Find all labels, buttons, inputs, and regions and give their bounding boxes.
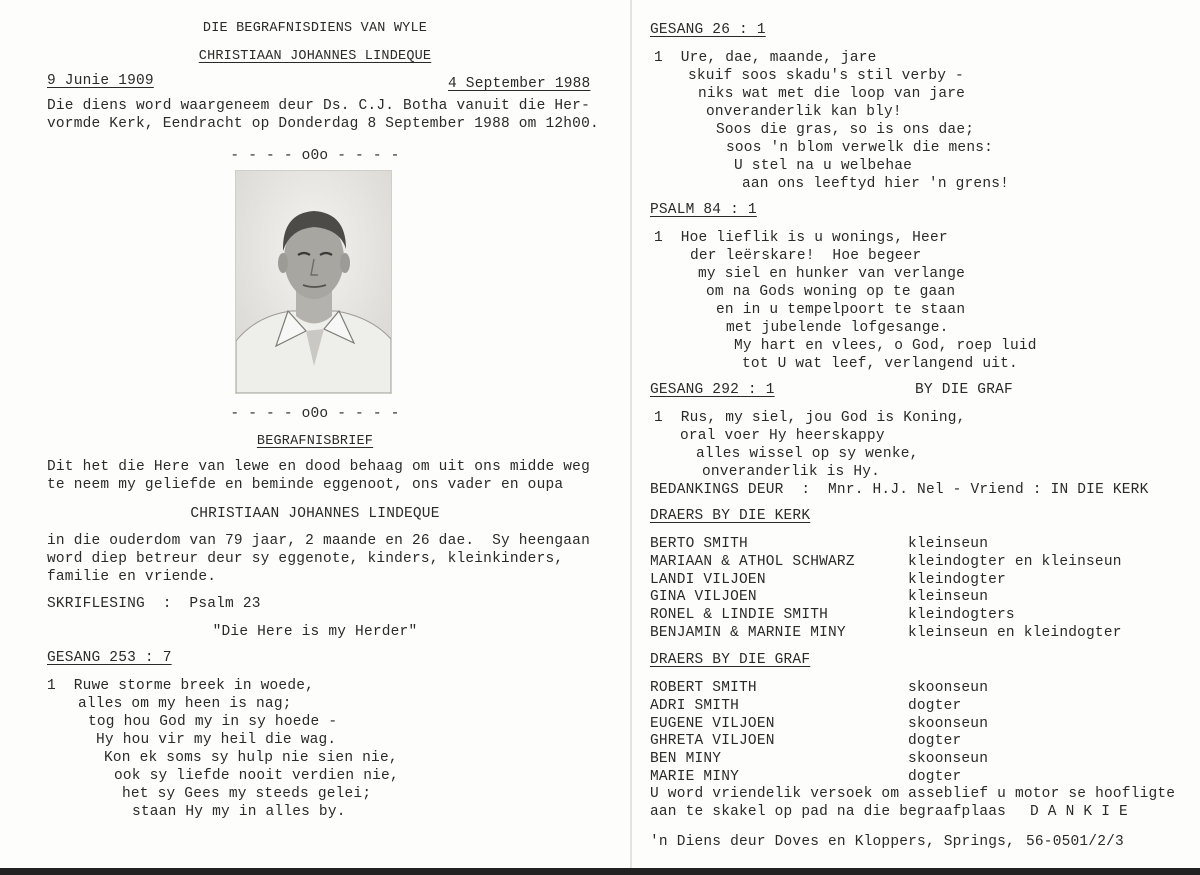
hymn-26-heading: GESANG 26 : 1 — [650, 22, 766, 38]
birth-date: 9 Junie 1909 — [47, 73, 154, 89]
bearer-relation: kleindogters — [908, 607, 1015, 624]
hymn-26-line-2: skuif soos skadu's stil verby - — [688, 68, 964, 84]
bearer-name: ADRI SMITH — [650, 697, 740, 714]
service-line-1: Die diens word waargeneem deur Ds. C.J. Botha vanuit die Her- — [47, 98, 590, 114]
bearer-relation: dogter — [908, 769, 962, 785]
bearer-name: EUGENE VILJOEN — [650, 715, 775, 732]
hymn-253-line-7: het sy Gees my steeds gelei; — [122, 786, 372, 802]
hymn-253-line-5: Kon ek soms sy hulp nie sien nie, — [104, 750, 398, 766]
bearers-church-heading: DRAERS BY DIE KERK — [650, 508, 811, 524]
request-line-1: U word vriendelik versoek om asseblief u motor se hoofligte — [650, 786, 1176, 802]
hymn-253-heading: GESANG 253 : 7 — [47, 650, 172, 666]
bearer-name: GHRETA VILJOEN — [650, 733, 775, 750]
psalm-84-line-3: my siel en hunker van verlange — [698, 266, 966, 282]
thanks-word: D A N K I E — [1030, 804, 1128, 820]
hymn-253-line-1: 1 Ruwe storme breek in woede, — [47, 678, 315, 694]
age-line-1: in die ouderdom van 79 jaar, 2 maande en 26 dae. Sy heengaan — [47, 533, 590, 549]
bearers-grave-heading: DRAERS BY DIE GRAF — [650, 652, 811, 668]
right-page — [630, 0, 1200, 875]
bearer-name: ROBERT SMITH — [650, 680, 757, 696]
hymn-253-line-8: staan Hy my in alles by. — [132, 804, 346, 820]
request-line-2: aan te skakel op pad na die begraafplaas — [650, 804, 1007, 820]
hymn-292-line-1: 1 Rus, my siel, jou God is Koning, — [654, 410, 966, 426]
age-line-3: familie en vriende. — [47, 569, 217, 585]
bearer-relation: skoonseun — [908, 680, 989, 696]
bearer-name: MARIAAN & ATHOL SCHWARZ — [650, 553, 855, 570]
psalm-84-line-1: 1 Hoe lieflik is u wonings, Heer — [654, 230, 948, 246]
service-title: DIE BEGRAFNISDIENS VAN WYLE — [202, 21, 428, 36]
bearer-name: RONEL & LINDIE SMITH — [650, 607, 829, 624]
bearer-relation: kleindogter en kleinseun — [908, 553, 1122, 570]
funeral-letter-heading: BEGRAFNISBRIEF — [256, 434, 374, 449]
psalm-84-line-6: met jubelende lofgesange. — [726, 320, 949, 336]
hymn-26-line-7: U stel na u welbehae — [734, 158, 913, 174]
letter-line-1: Dit het die Here van lewe en dood behaag om uit ons midde weg — [47, 459, 590, 475]
hymn-292-line-2: oral voer Hy heerskappy — [680, 428, 885, 444]
bearer-name: BEN MINY — [650, 751, 722, 768]
bearer-name: MARIE MINY — [650, 769, 740, 785]
hymn-26-line-3: niks wat met die loop van jare — [698, 86, 966, 102]
hymn-292-line-3: alles wissel op sy wenke, — [696, 446, 919, 462]
bearer-relation: kleinseun — [908, 589, 989, 606]
hymn-292-heading: GESANG 292 : 1 — [650, 382, 775, 398]
bearer-relation: skoonseun — [908, 751, 989, 768]
portrait-figure — [236, 171, 391, 393]
scripture-reading: SKRIFLESING : Psalm 23 — [47, 596, 261, 612]
hymn-26-line-1: 1 Ure, dae, maande, jare — [654, 50, 877, 66]
thanks-line: BEDANKINGS DEUR : Mnr. H.J. Nel - Vriend : IN DIE KERK — [650, 482, 1149, 498]
letter-line-2: te neem my geliefde en beminde eggenoot, ons vader en oupa — [47, 477, 564, 493]
psalm-84-line-2: der leërskare! Hoe begeer — [690, 248, 922, 264]
bearer-relation: dogter — [908, 733, 962, 750]
undertaker-line: 'n Diens deur Doves en Kloppers, Springs, — [650, 834, 1015, 850]
bearer-relation: kleinseun en kleindogter — [908, 625, 1122, 641]
psalm-84-line-5: en in u tempelpoort te staan — [716, 302, 966, 318]
hymn-26-line-8: aan ons leeftyd hier 'n grens! — [742, 176, 1010, 192]
scripture-title: "Die Here is my Herder" — [212, 624, 418, 640]
age-line-2: word diep betreur deur sy eggenote, kinders, kleinkinders, — [47, 551, 564, 567]
scan-bottom-edge — [0, 868, 1200, 875]
bearer-relation: skoonseun — [908, 715, 989, 732]
bearer-relation: kleinseun — [908, 536, 989, 552]
bearer-name: LANDI VILJOEN — [650, 571, 766, 588]
psalm-84-line-8: tot U wat leef, verlangend uit. — [742, 356, 1018, 372]
at-the-grave-label: BY DIE GRAF — [915, 382, 1013, 398]
service-line-2: vormde Kerk, Eendracht op Donderdag 8 September 1988 om 12h00. — [47, 116, 599, 132]
bearer-name: GINA VILJOEN — [650, 589, 757, 606]
death-date: 4 September 1988 — [448, 76, 591, 92]
hymn-253-line-2: alles om my heen is nag; — [78, 696, 292, 712]
hymn-253-line-3: tog hou God my in sy hoede - — [88, 714, 338, 730]
hymn-26-line-4: onveranderlik kan bly! — [706, 104, 902, 120]
hymn-26-line-6: soos 'n blom verwelk die mens: — [726, 140, 994, 156]
deceased-name-heading: CHRISTIAAN JOHANNES LINDEQUE — [198, 49, 432, 64]
deceased-name-centered: CHRISTIAAN JOHANNES LINDEQUE — [190, 506, 440, 522]
bearer-name: BERTO SMITH — [650, 536, 748, 552]
bearer-relation: dogter — [908, 697, 962, 714]
divider-top: - - - - o0o - - - - — [230, 148, 400, 164]
bearer-name: BENJAMIN & MARNIE MINY — [650, 625, 846, 641]
psalm-84-line-4: om na Gods woning op te gaan — [706, 284, 956, 300]
bearer-relation: kleindogter — [908, 571, 1006, 588]
hymn-253-line-6: ook sy liefde nooit verdien nie, — [114, 768, 399, 784]
divider-bottom: - - - - o0o - - - - — [230, 406, 400, 422]
hymn-253-line-4: Hy hou vir my heil die wag. — [96, 732, 337, 748]
psalm-84-heading: PSALM 84 : 1 — [650, 202, 757, 218]
reference-number: 56-0501/2/3 — [1026, 834, 1124, 850]
hymn-26-line-5: Soos die gras, so is ons dae; — [716, 122, 975, 138]
hymn-292-line-4: onveranderlik is Hy. — [702, 464, 881, 480]
portrait-photo — [235, 170, 392, 394]
psalm-84-line-7: My hart en vlees, o God, roep luid — [734, 338, 1037, 354]
